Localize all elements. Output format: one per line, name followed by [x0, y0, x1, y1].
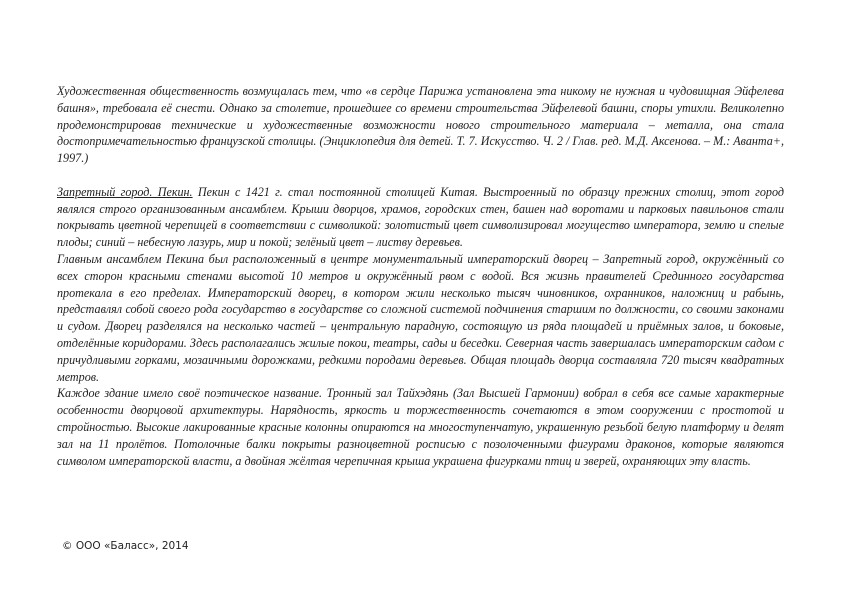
paragraph-spacer [57, 167, 784, 184]
section-heading: Запретный город. Пекин. [57, 184, 193, 199]
paragraph-main-ensemble: Главным ансамблем Пекина был расположенный в центре монументальный императорский дворец – Запретный город, окружённый со всех сторон красными стенами высотой 10 метров и окружённый рвом с водой. Вся жизнь правителей Срединного государства протекала в его пределах. Императорский дворец, в котором жили несколько тысяч чиновников, охранников, наложниц и рабынь, представлял собой своего рода государство в государстве со сложной системой подчинения старшим по должности, со своими законами и судом. Дворец разделялся на несколько частей – центральную парадную, состоящую из ряда площадей и приёмных залов, и боковые, отделённые коридорами. Здесь располагались жилые покои, театры, сады и беседки. Северная часть завершалась императорским садом с причудливыми горками, мозаичными дорожками, редкими породами деревьев. Общая площадь дворца составляла 720 тысяч квадратных метров. [57, 251, 784, 384]
copyright-footer: © ООО «Баласс», 2014 [62, 540, 189, 552]
paragraph-eiffel-tower: Художественная общественность возмущалась тем, что «в сердце Парижа установлена эта никому не нужная и чудовищная Эйфелева башня», требовала её снести. Однако за столетие, прошедшее со времени строительства Эйфелевой башни, споры утихли. Великолепно продемонстрировав технические и художественные возможности нового строительного материала – металла, она стала достопримечательностью французской столицы. (Энциклопедия для детей. Т. 7. Искусство. Ч. 2 / Глав. ред. М.Д. Аксенова. – М.: Аванта+, 1997.) [57, 84, 784, 166]
text-block [57, 83, 784, 469]
paragraph-forbidden-city [57, 184, 784, 251]
paragraph-forbidden-city-text: Пекин с 1421 г. стал постоянной столицей Китая. Выстроенный по образцу прежних столиц, этот город являлся строго организованным ансамблем. Крыши дворцов, храмов, городских стен, башен над воротами и парковых павильонов стали покрывать цветной черепицей в соответствии с символикой: золотистый цвет символизировал могущество императора, землю и спелые плоды; синий – небесную лазурь, мир и покой; зелёный цвет – листву деревьев. [57, 184, 784, 250]
paragraph-poetic-names: Каждое здание имело своё поэтическое название. Тронный зал Тайхэдянь (Зал Высшей Гармонии) вобрал в себя все самые характерные особенности дворцовой архитектуры. Нарядность, яркость и торжественность сочетаются в этом сооружении с простотой и стройностью. Высокие лакированные красные колонны опираются на многоступенчатую, украшенную резьбой белую платформу и делят зал на 11 пролётов. Потолочные балки покрыты разноцветной росписью с позолоченными фигурами драконов, которые являются символом императорской власти, а двойная жёлтая черепичная крыша украшена фигурками птиц и зверей, охраняющих эту власть. [57, 386, 784, 468]
